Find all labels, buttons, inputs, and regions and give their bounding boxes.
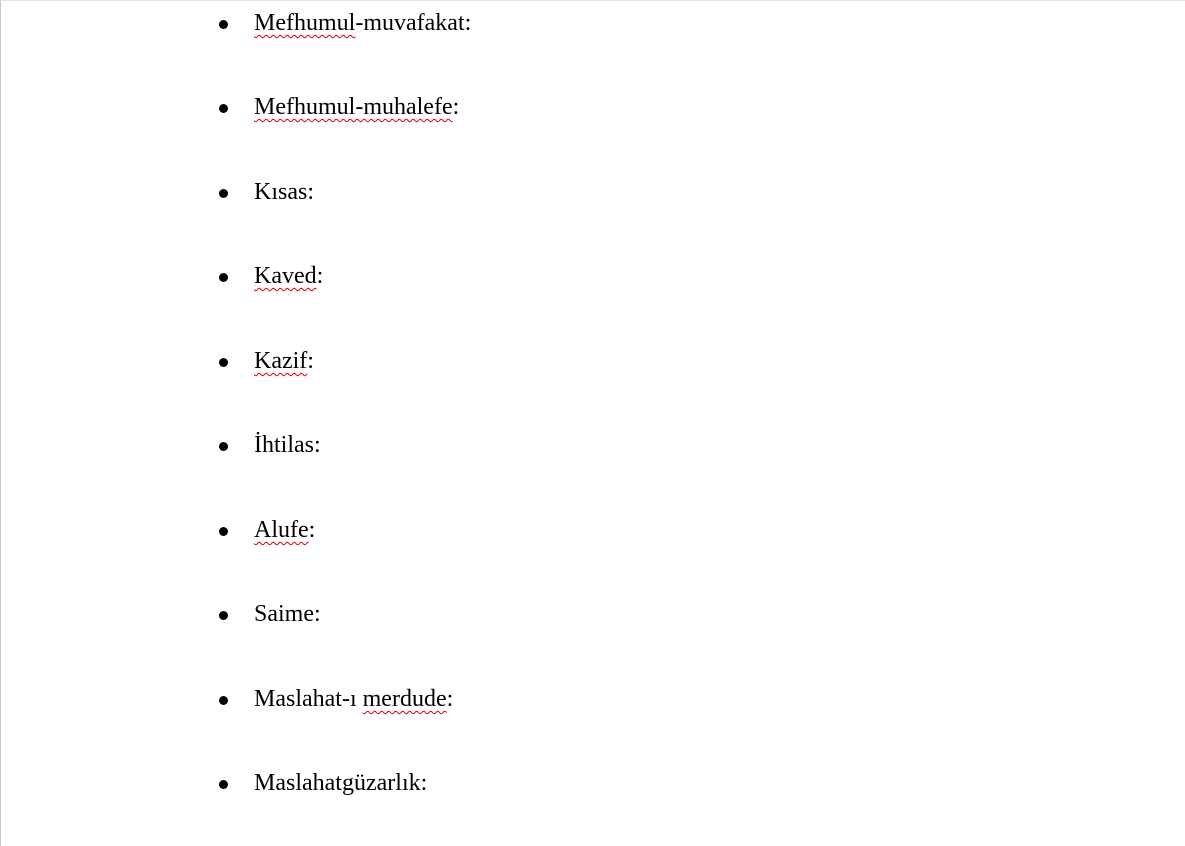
list-item[interactable] <box>1 513 601 543</box>
bullet-icon <box>219 104 228 113</box>
bullet-icon <box>219 780 228 789</box>
text-run: : <box>446 686 454 712</box>
bullet-icon <box>219 611 228 620</box>
bullet-icon <box>219 696 228 705</box>
list-item[interactable] <box>1 597 601 627</box>
list-item[interactable] <box>1 90 601 120</box>
bullet-icon <box>219 273 228 282</box>
list-item[interactable] <box>1 175 601 205</box>
text-run: Maslahat-ı <box>254 686 363 712</box>
list-item-text[interactable] <box>254 431 321 459</box>
list-item-text[interactable] <box>254 93 459 121</box>
list-item-text[interactable] <box>254 516 315 544</box>
text-run: : <box>316 263 324 289</box>
bullet-icon <box>219 189 228 198</box>
text-run: : <box>307 348 314 374</box>
misspelled-word[interactable]: Mefhumul <box>254 10 356 36</box>
bullet-icon <box>219 442 228 451</box>
misspelled-word[interactable]: merdude <box>362 686 447 712</box>
bullet-icon <box>219 527 228 536</box>
list-item[interactable] <box>1 6 601 36</box>
list-item-text[interactable] <box>254 9 471 37</box>
bullet-icon <box>219 358 228 367</box>
list-item-text[interactable] <box>254 262 323 290</box>
misspelled-word[interactable]: Alufe <box>254 517 309 543</box>
list-item-text[interactable] <box>254 685 453 713</box>
misspelled-word[interactable]: Mefhumul-muhalefe <box>254 94 453 120</box>
list-item[interactable] <box>1 428 601 458</box>
list-item-text[interactable] <box>254 347 314 375</box>
text-run: Saime: <box>254 601 321 627</box>
text-run: : <box>308 517 316 543</box>
text-run: : <box>452 94 460 120</box>
list-item-text[interactable] <box>254 600 321 628</box>
misspelled-word[interactable]: Kazif <box>254 348 308 374</box>
text-run: İhtilas: <box>254 432 321 458</box>
list-item[interactable] <box>1 682 601 712</box>
list-item-text[interactable] <box>254 178 314 206</box>
list-item[interactable] <box>1 766 601 796</box>
list-item-text[interactable] <box>254 769 427 797</box>
list-item[interactable] <box>1 344 601 374</box>
text-run: -muvafakat: <box>355 10 472 36</box>
list-item[interactable] <box>1 259 601 289</box>
text-run: Maslahatgüzarlık: <box>254 770 428 796</box>
text-run: Kısas: <box>254 179 314 205</box>
misspelled-word[interactable]: Kaved <box>254 263 317 289</box>
bullet-icon <box>219 20 228 29</box>
